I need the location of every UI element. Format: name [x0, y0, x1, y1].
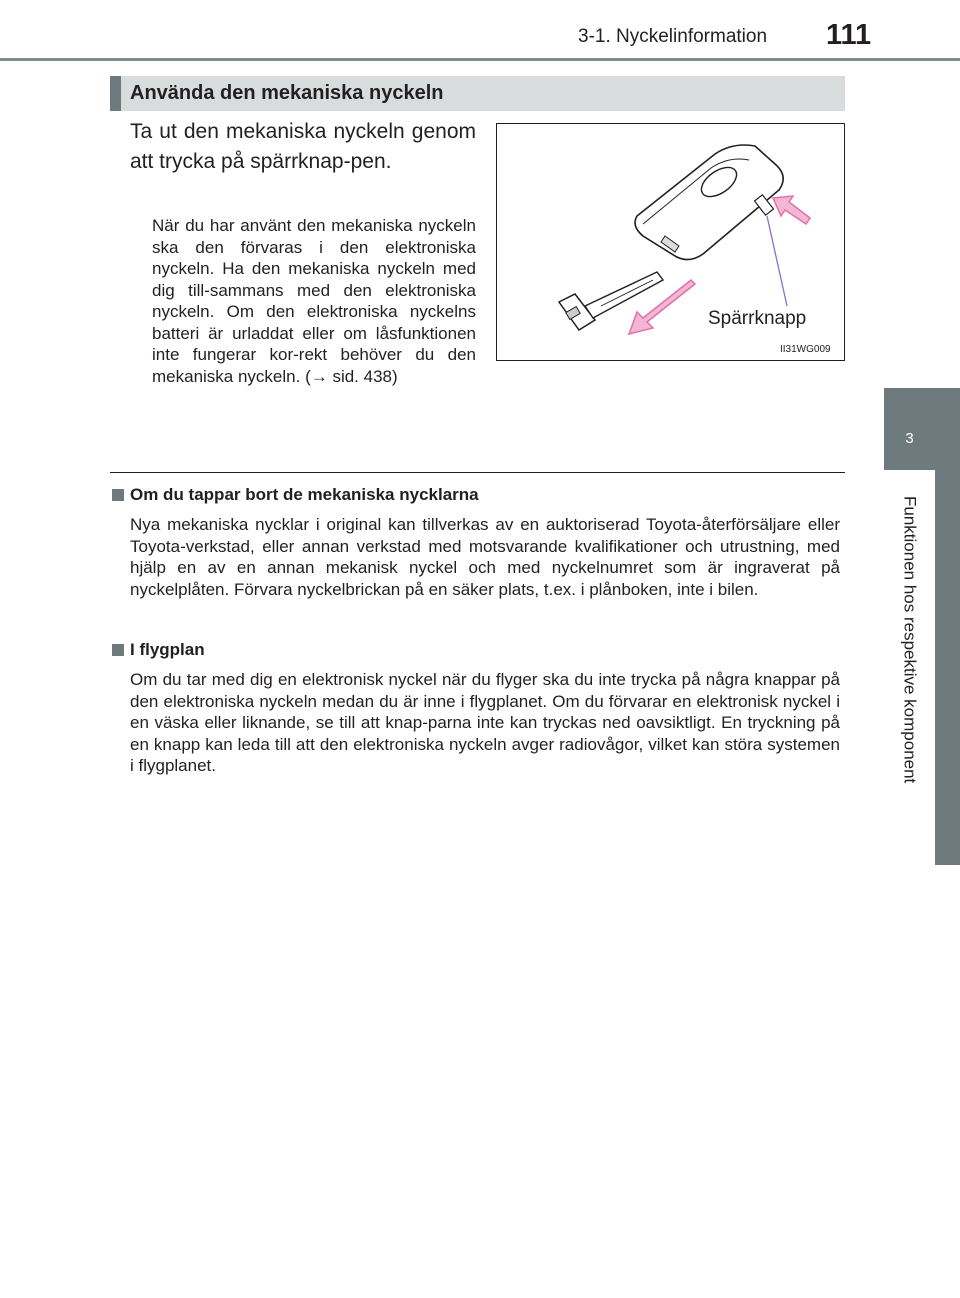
side-tab-chapter-number: 3: [884, 388, 935, 468]
square-bullet-icon: [112, 489, 124, 501]
push-arrow-icon: [773, 196, 810, 224]
lead-instruction: Ta ut den mekaniska nyckeln genom att trycka på spärrknap-pen.: [130, 120, 476, 173]
section-heading-marker: [110, 76, 121, 111]
figure-label-release-button: Spärrknapp: [708, 308, 807, 329]
section-title: Använda den mekaniska nyckeln: [130, 82, 444, 104]
figure-code: II31WG009: [780, 344, 831, 355]
leader-line: [767, 216, 787, 306]
mechanical-key-groove: [601, 280, 653, 306]
side-tab-chapter-label: Funktionen hos respektive komponent: [900, 496, 920, 784]
page-number: 111: [826, 19, 872, 51]
subsection-text-lost-keys: Nya mekaniska nycklar i original kan tillverkas av en auktoriserad Toyota-återförsäljare eller Toyota-verkstad, eller annan verkstad med motsvarande kvalifikationer och utrustning, med hjälp en av en annan mekanisk nyckel och med nyckelnumret som är ingraverat på nyckelplåten. Förvara nyckelbrickan på en säker plats, t.ex. i plånboken, inte i bilen.: [130, 515, 840, 599]
side-tab-edge: [935, 388, 960, 865]
running-header-section: 3-1. Nyckelinformation: [578, 26, 768, 47]
note-paragraph: När du har använt den mekaniska nyckeln ska den förvaras i den elektroniska nyckeln. Ha den mekaniska nyckeln med dig till-sammans med den elektroniska nyckeln. Om den elektroniska nyckelns batteri är urladdat eller om låsfunktionen inte fungerar kor-rekt behöver du den mekaniska nyckeln. (→ sid. 438): [152, 216, 476, 386]
subsection-heading-text: Om du tappar bort de mekaniska nycklarna: [130, 485, 479, 504]
subsection-heading-airplane: [112, 640, 205, 660]
subsection-text-airplane: Om du tar med dig en elektronisk nyckel när du flyger ska du inte trycka på några knappar på den elektroniska nyckeln medan du är inne i flygplanet. Om du förvarar en elektronisk nyckel i en väska eller liknande, se till att knap-parna inte kan tryckas ned oavsiktligt. En tryckning på en knapp kan leda till att den elektroniska nyckeln avger radiovågor, vilket kan störa systemen i flygplanet.: [130, 670, 840, 776]
subsection-heading-lost-keys: [112, 485, 479, 505]
subsection-heading-text: I flygplan: [130, 640, 205, 659]
square-bullet-icon: [112, 644, 124, 656]
section-divider: [110, 472, 845, 473]
header-rule: [0, 58, 960, 61]
